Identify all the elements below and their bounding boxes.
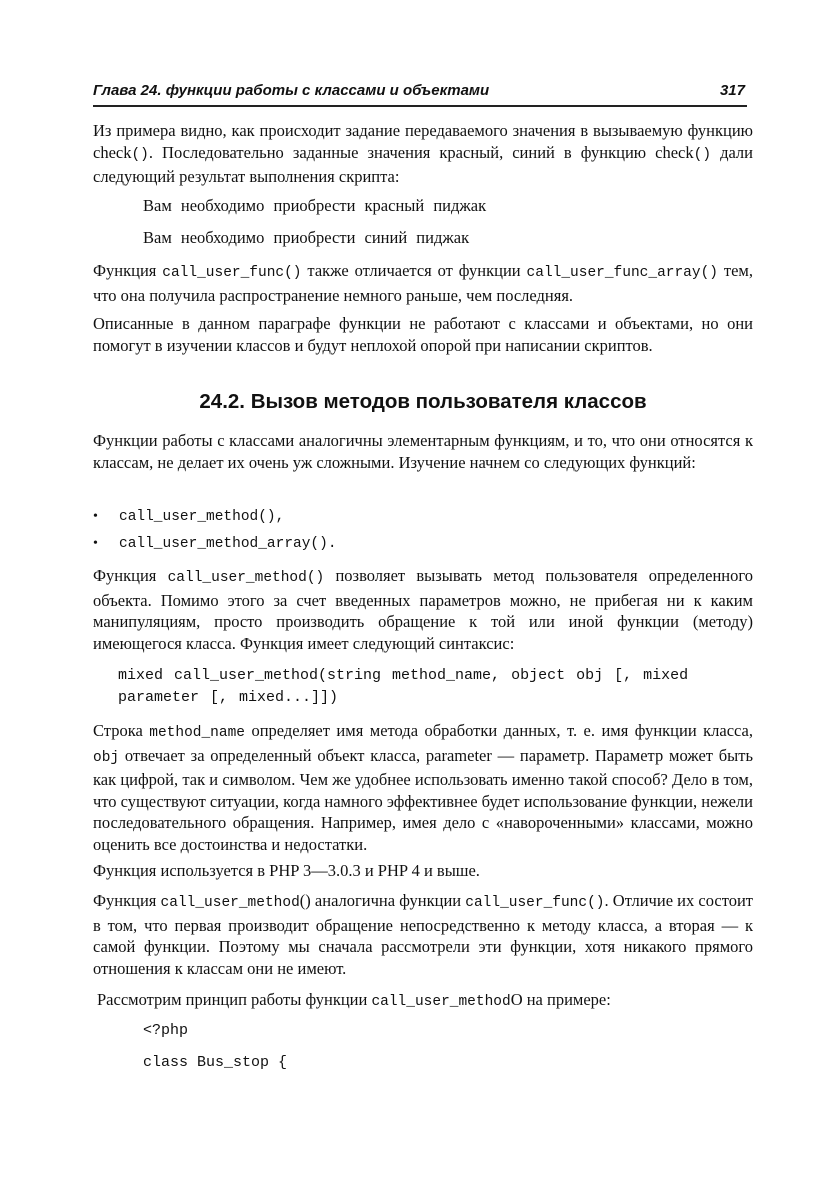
paragraph-call-user-method: [93, 565, 753, 654]
paragraph-described-functions: Описанные в данном параграфе функции не работают с классами и объектами, но они помогут в изучении классов и будут неплохой опорой при написании скриптов.: [93, 314, 753, 355]
paragraph-example-intro: [97, 989, 757, 1014]
running-header: [93, 80, 747, 104]
list-item: [93, 505, 337, 532]
text: . Последовательно заданные значения красный, синий в функцию check: [148, 142, 694, 162]
text: также отличается от функции: [301, 261, 527, 280]
text: дали следующий результат выполнения скрипта:: [93, 142, 753, 186]
page-number: 317: [719, 82, 745, 99]
section-heading: 24.2. Вызов методов пользователя классов: [199, 390, 647, 413]
paragraph-php-versions: Функция используется в PHP 3—3.0.3 и PHP 4 и выше.: [93, 861, 480, 880]
inline-code: call_user_func(): [162, 265, 302, 281]
text: () аналогична функции: [299, 891, 466, 910]
function-list: [93, 505, 337, 559]
inline-code: call_user_method: [371, 994, 511, 1010]
text: Строка: [93, 721, 150, 740]
inline-code: call_user_func(): [465, 895, 605, 911]
header-rule: [93, 105, 747, 107]
text: . Отличие их состоит в том, что первая производит обращение непосредственно к методу класса, а вторая — к самой функции. Поэтому мы сначала рассмотрели эти функции, хотя никакого прямого отношения к классам они не имеют.: [93, 891, 753, 978]
code-line: class Bus_stop {: [143, 1054, 288, 1071]
inline-code: call_user_func_array(): [526, 265, 718, 281]
paragraph-check-example: [93, 120, 753, 188]
syntax-line: parameter [, mixed...]]): [118, 689, 339, 706]
inline-code: method_name: [149, 725, 245, 741]
text: отвечает за определенный объект класса, parameter — параметр. Параметр может быть как цифрой, так и символом. Чем же удобнее использовать именно такой способ? Дело в том, что существуют ситуации, когда намного эффективнее будет использование функции, нежели последовательного обращения. Например, имея дело с «навороченными» классами, можно оценить все достоинства и недостатки.: [93, 745, 753, 854]
inline-code: call_user_method(): [167, 570, 325, 586]
code-line: <?php: [143, 1022, 189, 1039]
list-item: [93, 532, 337, 559]
inline-code: (): [693, 146, 712, 163]
bullet-icon: •: [93, 509, 98, 524]
text: тем, что она получила распространение немного раньше, чем последняя.: [93, 261, 753, 305]
text: Функция: [93, 261, 163, 280]
list-item-code: call_user_method(),: [119, 509, 285, 525]
chapter-title: Глава 24. функции работы с классами и объектами: [93, 82, 490, 99]
paragraph-class-functions-intro: Функции работы с классами аналогичны элементарным функциям, и то, что они относятся к классам, не делает их очень уж сложными. Изучение начнем со следующих функций:: [93, 431, 753, 472]
text: Рассмотрим принцип работы функции: [97, 990, 372, 1009]
text: Функция: [93, 891, 161, 910]
paragraph-call-user-func: [93, 260, 753, 306]
inline-code: obj: [93, 749, 120, 766]
example-output-line: Вам необходимо приобрести синий пиджак: [143, 228, 470, 247]
inline-code: (): [131, 146, 149, 163]
example-output-line: Вам необходимо приобрести красный пиджак: [143, 196, 487, 215]
text: определяет имя метода обработки данных, т. е. имя функции класса,: [244, 721, 753, 740]
syntax-line: mixed call_user_method(string method_name, object obj [, mixed: [118, 667, 689, 684]
inline-code: call_user_method: [160, 895, 300, 911]
text: Функция: [93, 566, 168, 585]
list-item-code: call_user_method_array().: [119, 536, 337, 552]
paragraph-method-name: [93, 720, 753, 855]
text: Из примера видно, как происходит задание передаваемого значения в вызываемую функцию check: [93, 121, 753, 162]
text: O на примере:: [510, 990, 611, 1009]
paragraph-difference: [93, 890, 753, 979]
text: позволяет вызывать метод пользователя определенного объекта. Помимо этого за счет введенных параметров можно, не прибегая ни к каким манипуляциям, просто производить обращение к той или иной функции (методу) имеющегося класса. Функция имеет следующий синтаксис:: [93, 566, 753, 653]
bullet-icon: •: [93, 536, 98, 551]
